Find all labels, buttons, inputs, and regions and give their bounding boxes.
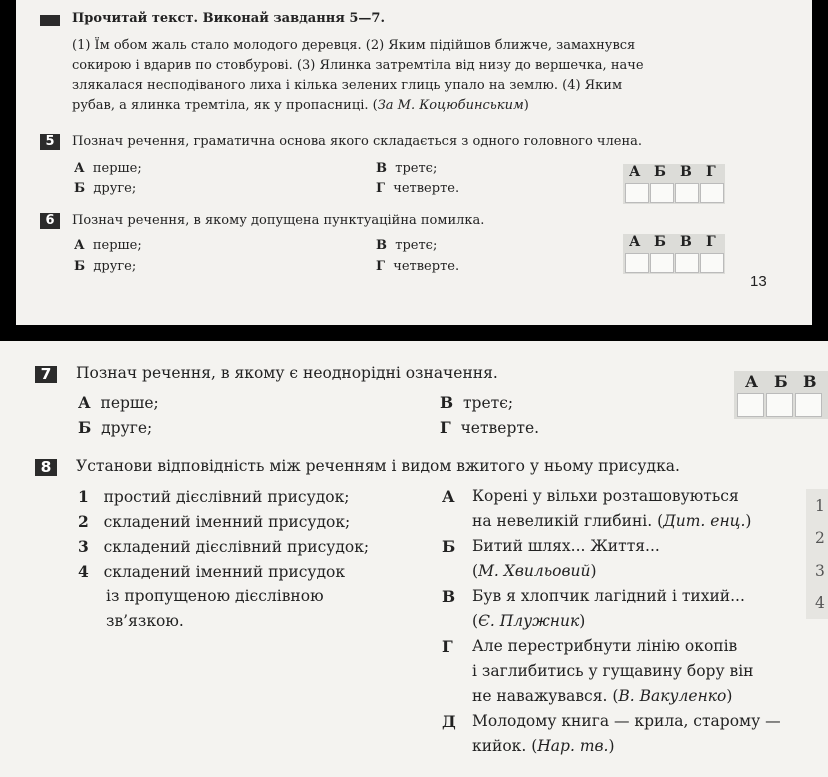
- type-3: 3 складений дієслівний присудок;: [78, 537, 370, 556]
- type-4-cont-2: зв’язкою.: [106, 612, 184, 630]
- task-6-question: Познач речення, в якому допущена пунктуаційна помилка.: [72, 213, 485, 228]
- sentence-d-line-2: кийок. (Нар. тв.): [472, 737, 615, 755]
- text-line-3: злякалася несподіваного лиха і кілька зелених глиць упало на землю. (4) Яким: [72, 78, 623, 93]
- type-1: 1 простий дієслівний присудок;: [78, 487, 350, 506]
- sentence-g-line-2: і заглибитись у гущавину бору він: [472, 662, 754, 680]
- answer-cell[interactable]: [625, 253, 649, 273]
- sentence-b-line-2: (М. Хвильовий): [472, 562, 597, 580]
- answer-cell[interactable]: [737, 393, 764, 417]
- sentence-b-line-1: Битий шлях... Життя...: [472, 537, 660, 555]
- task-5-option-b[interactable]: Б друге;: [74, 181, 137, 196]
- task-5-option-a[interactable]: А перше;: [74, 161, 142, 176]
- task-7-option-b[interactable]: Б друге;: [78, 418, 153, 437]
- intro-heading: Прочитай текст. Виконай завдання 5—7.: [72, 11, 385, 26]
- task-7-option-g[interactable]: Г четверте.: [440, 418, 540, 437]
- sentence-a-line-2: на невеликій глибині. (Дит. енц.): [472, 512, 752, 530]
- text-line-4: рубав, а ялинка тремтіла, як у пропасниці. (За М. Коцюбинським): [72, 98, 529, 113]
- task-7-option-a[interactable]: А перше;: [78, 393, 159, 412]
- bottom-page: 7 Познач речення, в якому є неоднорідні означення. А перше; Б друге; В третє; Г четверте. А Б В 8 Установи відповідність між реченням і видом вжитого у ньому присудка. 1 простий дієслівний присудок; 2 складений іменний присудок; 3 складений дієслівний присудок; 4 складений іменний присудок із пропущеною дієслівною зв’язкою. А Корені у вільхи розташовуються на невеликій глибині. (Дит. енц.) Б Битий шлях... Життя... (М. Хвильовий) В Був я хлопчик лагідний і тихий... (Є. Плужник) Г Але перестрибнути лінію окопів і заглибитись у гущавину бору він не наважувався. (В. Вакуленко) Д Молодому книга — крила, старому — кийок. (Нар. тв.) 1 2 3 4: [0, 341, 828, 777]
- answer-cell[interactable]: [700, 253, 724, 273]
- task-7-option-v[interactable]: В третє;: [440, 393, 514, 412]
- answer-cell[interactable]: [795, 393, 822, 417]
- answer-cell[interactable]: [700, 183, 724, 203]
- text-line-2: сокирою і вдарив по стовбурові. (3) Ялинка затремтіла від низу до вершечка, наче: [72, 58, 644, 73]
- task-6-option-v[interactable]: В третє;: [376, 238, 438, 253]
- author: За М. Коцюбинським: [377, 98, 524, 113]
- task-8-number: 8: [35, 459, 57, 476]
- sentence-d-letter: Д: [442, 712, 456, 731]
- task-5-option-v[interactable]: В третє;: [376, 161, 438, 176]
- type-4-cont-1: із пропущеною дієслівною: [106, 587, 324, 605]
- sentence-v-letter: В: [442, 587, 456, 606]
- answer-cell[interactable]: [625, 183, 649, 203]
- sentence-b-letter: Б: [442, 537, 456, 556]
- answer-cell[interactable]: [675, 183, 699, 203]
- sentence-g-line-3: не наважувався. (В. Вакуленко): [472, 687, 733, 705]
- task-6-option-a[interactable]: А перше;: [74, 238, 142, 253]
- answer-cell[interactable]: [766, 393, 793, 417]
- page-number: 13: [750, 273, 767, 290]
- task-5-number: 5: [40, 134, 60, 150]
- task-7-question: Познач речення, в якому є неоднорідні означення.: [76, 364, 498, 382]
- answer-cell[interactable]: [650, 253, 674, 273]
- task-6-option-b[interactable]: Б друге;: [74, 259, 137, 274]
- sentence-a-letter: А: [442, 487, 455, 506]
- task-7-number: 7: [35, 366, 57, 383]
- sentence-g-letter: Г: [442, 637, 453, 656]
- answer-cell[interactable]: [675, 253, 699, 273]
- sentence-v-line-1: Був я хлопчик лагідний і тихий...: [472, 587, 745, 605]
- type-4: 4 складений іменний присудок: [78, 562, 346, 581]
- sentence-v-line-2: (Є. Плужник): [472, 612, 586, 630]
- answer-cell[interactable]: [650, 183, 674, 203]
- task-8-question: Установи відповідність між реченням і видом вжитого у ньому присудка.: [76, 457, 680, 475]
- sentence-a-line-1: Корені у вільхи розташовуються: [472, 487, 739, 505]
- text-line-1: (1) Їм обом жаль стало молодого деревця. (2) Яким підійшов ближче, замахнувся: [72, 38, 636, 53]
- sentence-g-line-1: Але перестрибнути лінію окопів: [472, 637, 738, 655]
- task-6-option-g[interactable]: Г четверте.: [376, 259, 460, 274]
- sentence-d-line-1: Молодому книга — крила, старому —: [472, 712, 781, 730]
- task-6-number: 6: [40, 213, 60, 229]
- top-page: Прочитай текст. Виконай завдання 5—7. (1) Їм обом жаль стало молодого деревця. (2) Яким підійшов ближче, замахнувся сокирою і вдарив по стовбурові. (3) Ялинка затремтіла від низу до вершечка, наче злякалася несподіваного лиха і кілька зелених глиць упало на землю. (4) Яким рубав, а ялинка тремтіла, як у пропасниці. (За М. Коцюбинським) 5 Познач речення, граматична основа якого складається з одного головного члена. А перше; Б друге; В третє; Г четверте. А Б В Г 6 Познач речення, в якому допущена пунктуаційна помилка. А перше; Б друге; В третє; Г четверте. А Б В Г 13: [16, 0, 812, 325]
- task-5-option-g[interactable]: Г четверте.: [376, 181, 460, 196]
- type-2: 2 складений іменний присудок;: [78, 512, 351, 531]
- section-marker: [40, 15, 60, 26]
- task-5-question: Познач речення, граматична основа якого складається з одного головного члена.: [72, 134, 643, 149]
